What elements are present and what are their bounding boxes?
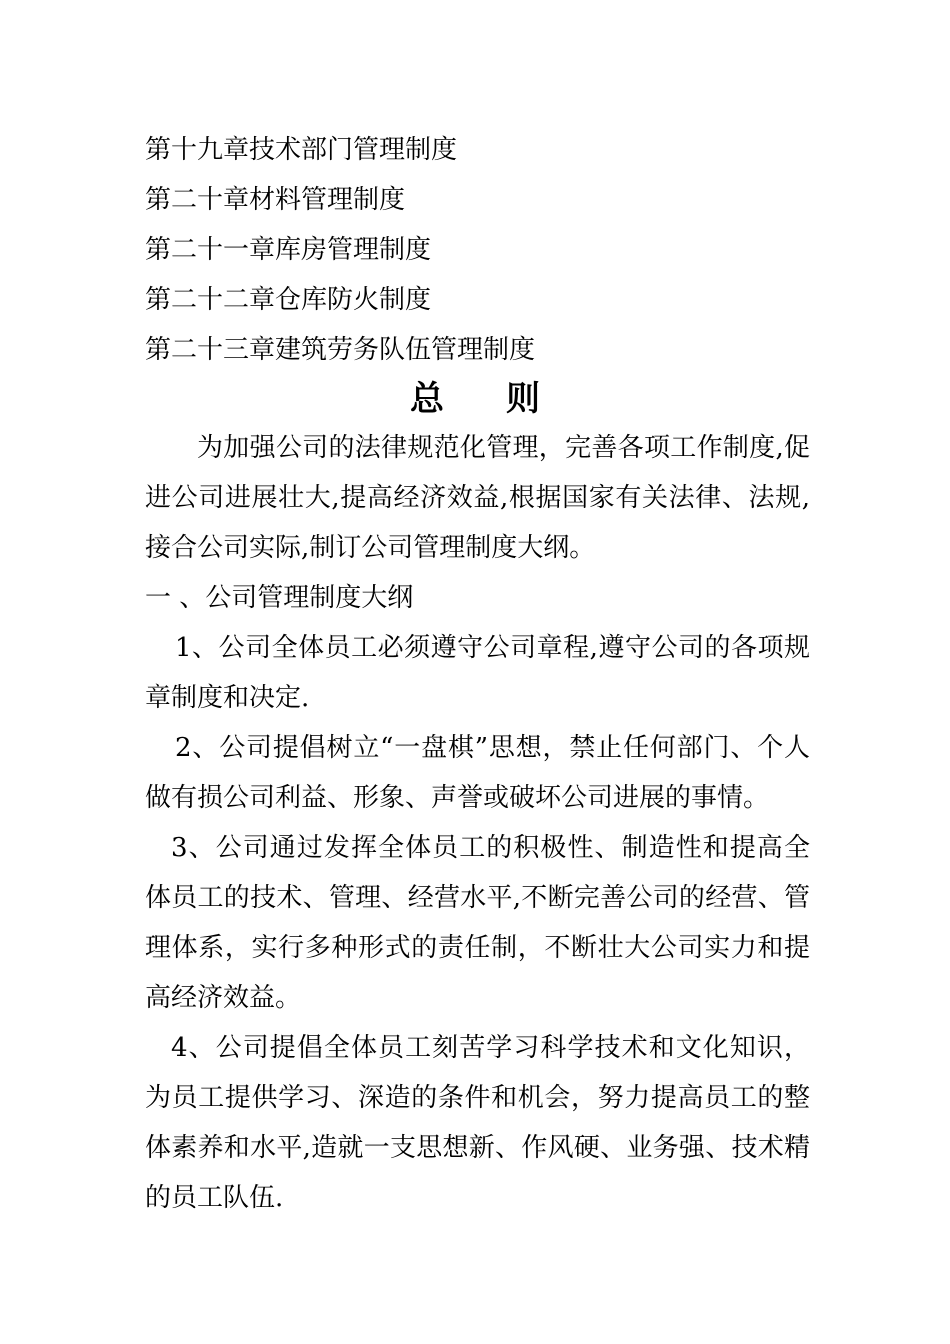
intro-paragraph: 为加强公司的法律规范化管理，完善各项工作制度,促进公司进展壮大,提高经济效益,根据国家有关法律、法规,接合公司实际,制订公司管理制度大纲。 bbox=[145, 433, 810, 563]
section-heading: 一 、公司管理制度大纲 bbox=[145, 583, 414, 613]
provision-item-3: 3、公司通过发挥全体员工的积极性、制造性和提高全体员工的技术、管理、经营水平,不断完善公司的经营、管理体系，实行多种形式的责任制，不断壮大公司实力和提高经济效益。 bbox=[145, 833, 810, 1013]
toc-item-chapter-19: 第十九章技术部门管理制度 bbox=[145, 135, 458, 165]
toc-item-chapter-22: 第二十二章仓库防火制度 bbox=[145, 285, 432, 315]
table-of-contents bbox=[145, 125, 845, 375]
toc-item-chapter-21: 第二十一章库房管理制度 bbox=[145, 235, 432, 265]
toc-item-chapter-20: 第二十章材料管理制度 bbox=[145, 185, 406, 215]
provision-item-4: 4、公司提倡全体员工刻苦学习科学技术和文化知识，为员工提供学习、深造的条件和机会，努力提高员工的整体素养和水平,造就一支思想新、作风硬、业务强、技术精的员工队伍. bbox=[145, 1033, 810, 1213]
general-provisions-body bbox=[145, 423, 810, 1223]
provision-item-2: 2、公司提倡树立“一盘棋”思想，禁止任何部门、个人做有损公司利益、形象、声誉或破坏公司进展的事情。 bbox=[145, 733, 810, 813]
provision-item-1: 1、公司全体员工必须遵守公司章程,遵守公司的各项规章制度和决定. bbox=[145, 633, 810, 713]
general-provisions-title: 总则 bbox=[410, 379, 602, 419]
toc-item-chapter-23: 第二十三章建筑劳务队伍管理制度 bbox=[145, 335, 536, 365]
